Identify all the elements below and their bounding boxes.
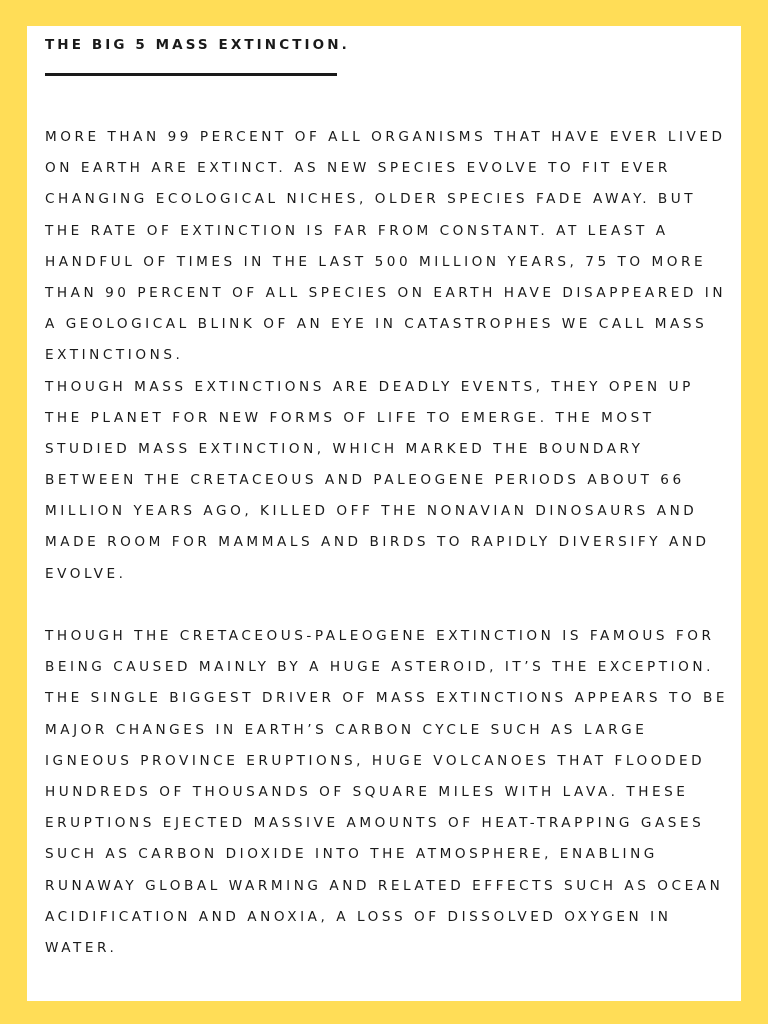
text-line: BEING CAUSED MAINLY BY A HUGE ASTEROID, IT’S THE EXCEPTION.: [45, 659, 714, 676]
text-line: IGNEOUS PROVINCE ERUPTIONS, HUGE VOLCANOES THAT FLOODED: [45, 752, 706, 769]
paragraph: [45, 621, 735, 964]
text-line: THOUGH MASS EXTINCTIONS ARE DEADLY EVENTS, THEY OPEN UP: [45, 378, 694, 395]
text-line: MILLION YEARS AGO, KILLED OFF THE NONAVIAN DINOSAURS AND: [45, 503, 698, 520]
text-line: BETWEEN THE CRETACEOUS AND PALEOGENE PERIODS ABOUT 66: [45, 472, 685, 489]
paragraph: [45, 122, 735, 372]
text-line: WATER.: [45, 939, 118, 956]
text-line: CHANGING ECOLOGICAL NICHES, OLDER SPECIES FADE AWAY. BUT: [45, 191, 697, 208]
title-underline: [45, 73, 337, 76]
text-line: MAJOR CHANGES IN EARTH’S CARBON CYCLE SUCH AS LARGE: [45, 721, 648, 738]
text-line: MORE THAN 99 PERCENT OF ALL ORGANISMS THAT HAVE EVER LIVED: [45, 129, 726, 145]
text-line: RUNAWAY GLOBAL WARMING AND RELATED EFFECTS SUCH AS OCEAN: [45, 877, 724, 894]
text-line: THE RATE OF EXTINCTION IS FAR FROM CONSTANT. AT LEAST A: [45, 222, 669, 239]
text-line: HANDFUL OF TIMES IN THE LAST 500 MILLION YEARS, 75 TO MORE: [45, 253, 707, 270]
text-line: ERUPTIONS EJECTED MASSIVE AMOUNTS OF HEAT-TRAPPING GASES: [45, 815, 705, 832]
document-page: [27, 26, 741, 1001]
text-line: EVOLVE.: [45, 565, 127, 582]
text-line: A GEOLOGICAL BLINK OF AN EYE IN CATASTROPHES WE CALL MASS: [45, 316, 708, 333]
text-line: THAN 90 PERCENT OF ALL SPECIES ON EARTH HAVE DISAPPEARED IN: [45, 284, 727, 301]
text-line: MADE ROOM FOR MAMMALS AND BIRDS TO RAPIDLY DIVERSIFY AND: [45, 534, 710, 551]
text-line: HUNDREDS OF THOUSANDS OF SQUARE MILES WITH LAVA. THESE: [45, 783, 689, 800]
text-line: STUDIED MASS EXTINCTION, WHICH MARKED THE BOUNDARY: [45, 440, 644, 457]
text-line: SUCH AS CARBON DIOXIDE INTO THE ATMOSPHERE, ENABLING: [45, 846, 658, 863]
text-line: THE SINGLE BIGGEST DRIVER OF MASS EXTINCTIONS APPEARS TO BE: [45, 690, 728, 707]
paragraph: [45, 372, 735, 590]
text-line: EXTINCTIONS.: [45, 347, 184, 364]
document-title: THE BIG 5 MASS EXTINCTION.: [45, 37, 350, 53]
paragraph-spacer: [45, 590, 735, 621]
document-body: [45, 122, 735, 964]
text-line: ON EARTH ARE EXTINCT. AS NEW SPECIES EVOLVE TO FIT EVER: [45, 160, 671, 177]
text-line: ACIDIFICATION AND ANOXIA, A LOSS OF DISSOLVED OXYGEN IN: [45, 908, 672, 925]
text-line: THOUGH THE CRETACEOUS-PALEOGENE EXTINCTION IS FAMOUS FOR: [45, 628, 715, 644]
text-line: THE PLANET FOR NEW FORMS OF LIFE TO EMERGE. THE MOST: [45, 409, 655, 426]
